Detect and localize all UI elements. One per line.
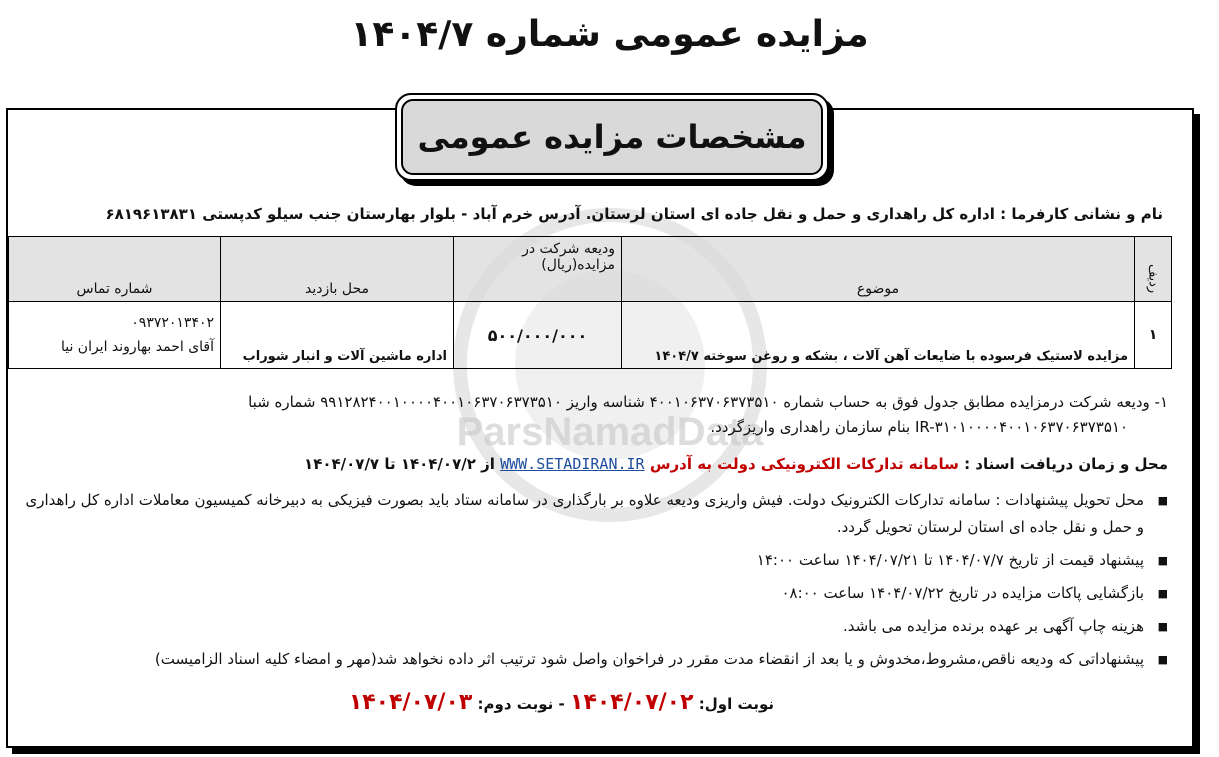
cell-subject: مزایده لاستیک فرسوده با ضایعات آهن آلات ، بشکه و روغن سوخته ۱۴۰۴/۷: [622, 302, 1135, 369]
header-deposit: ودیعه شرکت در مزایده(ریال): [454, 237, 622, 302]
table-header-row: [9, 237, 1172, 302]
first-round-label: نوبت اول:: [693, 695, 774, 713]
section-title-box: [395, 93, 829, 181]
deposit-line-1: ۱- ودیعه شرکت درمزایده مطابق جدول فوق به حساب شماره ۴۰۰۱۰۶۳۷۰۶۳۷۳۵۱۰ شناسه واریز ۹۹۱۲۸۲۴۰۰۱۰۰۰۰۴۰۰۱۰۶۳۷۰۶۳۷۳۵۱۰ شماره شبا: [248, 393, 1168, 411]
auction-spec-table: [8, 236, 1172, 369]
header-subject: موضوع: [622, 237, 1135, 302]
list-item: ■ پیشنهاد قیمت از تاریخ ۱۴۰۴/۰۷/۷ تا ۱۴۰۴/۰۷/۲۱ ساعت ۱۴:۰۰: [20, 547, 1168, 574]
second-round-date: ۱۴۰۴/۰۷/۰۳: [348, 690, 473, 715]
cell-row-number: ۱: [1135, 302, 1172, 369]
header-contact: شماره تماس: [9, 237, 221, 302]
watermark-brand: ParsNamadData: [456, 410, 764, 454]
documents-date-range: از ۱۴۰۴/۰۷/۲ تا ۱۴۰۴/۰۷/۷: [304, 455, 495, 473]
list-item: ■ پیشنهاداتی که ودیعه ناقص،مشروط،مخدوش و یا بعد از انقضاء مدت مقرر در فراخوان واصل شود ترتیب اثر داده نخواهد شد(مهر و امضاء کلیه اسناد الزامیست): [20, 646, 1168, 673]
deposit-line-2: IR-۳۱۰۱۰۰۰۰۴۰۰۱۰۶۳۷۰۶۳۷۳۵۱۰ بنام سازمان راهداری واریزگردد.: [710, 418, 1128, 436]
contact-name: آقای احمد بهاروند ایران نیا: [60, 339, 214, 355]
cell-visit-location: اداره ماشین آلات و انبار شوراب: [221, 302, 454, 369]
section-title: مشخصات مزایده عمومی: [401, 99, 823, 175]
employer-info: نام و نشانی کارفرما : اداره کل راهداری و حمل و نقل جاده ای استان لرستان. آدرس خرم آباد - بلوار بهارستان جنب سیلو کدپستی ۶۸۱۹۶۱۳۸۳۱: [105, 205, 1163, 223]
header-visit-location: محل بازدید: [221, 237, 454, 302]
deposit-instructions: [20, 390, 1168, 440]
documents-label: محل و زمان دریافت اسناد :: [958, 455, 1168, 473]
conditions-list: [20, 487, 1180, 679]
list-item: ■ بازگشایی پاکات مزایده در تاریخ ۱۴۰۴/۰۷/۲۲ ساعت ۰۸:۰۰: [20, 580, 1168, 607]
setadiran-link[interactable]: WWW.SETADIRAN.IR: [500, 455, 645, 473]
documents-info: [20, 455, 1168, 473]
cell-deposit: ۵۰۰/۰۰۰/۰۰۰: [454, 302, 622, 369]
contact-phone: ۰۹۳۷۲۰۱۳۴۰۲: [131, 315, 214, 331]
notice-title: مزایده عمومی شماره ۱۴۰۴/۷: [350, 14, 869, 55]
documents-system: سامانه تدارکات الکترونیکی دولت به آدرس: [649, 455, 959, 473]
cell-contact: [9, 302, 221, 369]
first-round-date: ۱۴۰۴/۰۷/۰۲: [570, 690, 694, 715]
list-item: ■ هزینه چاپ آگهی بر عهده برنده مزایده می باشد.: [20, 613, 1168, 640]
table-row: [9, 302, 1172, 369]
publication-rounds: [349, 690, 774, 715]
second-round-label: - نوبت دوم:: [472, 695, 565, 713]
list-item: ■ محل تحویل پیشنهادات : سامانه تدارکات الکترونیک دولت. فیش واریزی ودیعه علاوه بر بارگذاری در سامانه ستاد باید بصورت فیزیکی به دبیرخانه کمیسیون معاملات اداره کل راهداری و حمل و نقل جاده ای استان لرستان تحویل گردد.: [20, 487, 1168, 541]
header-row-number: ردیف: [1135, 237, 1172, 302]
